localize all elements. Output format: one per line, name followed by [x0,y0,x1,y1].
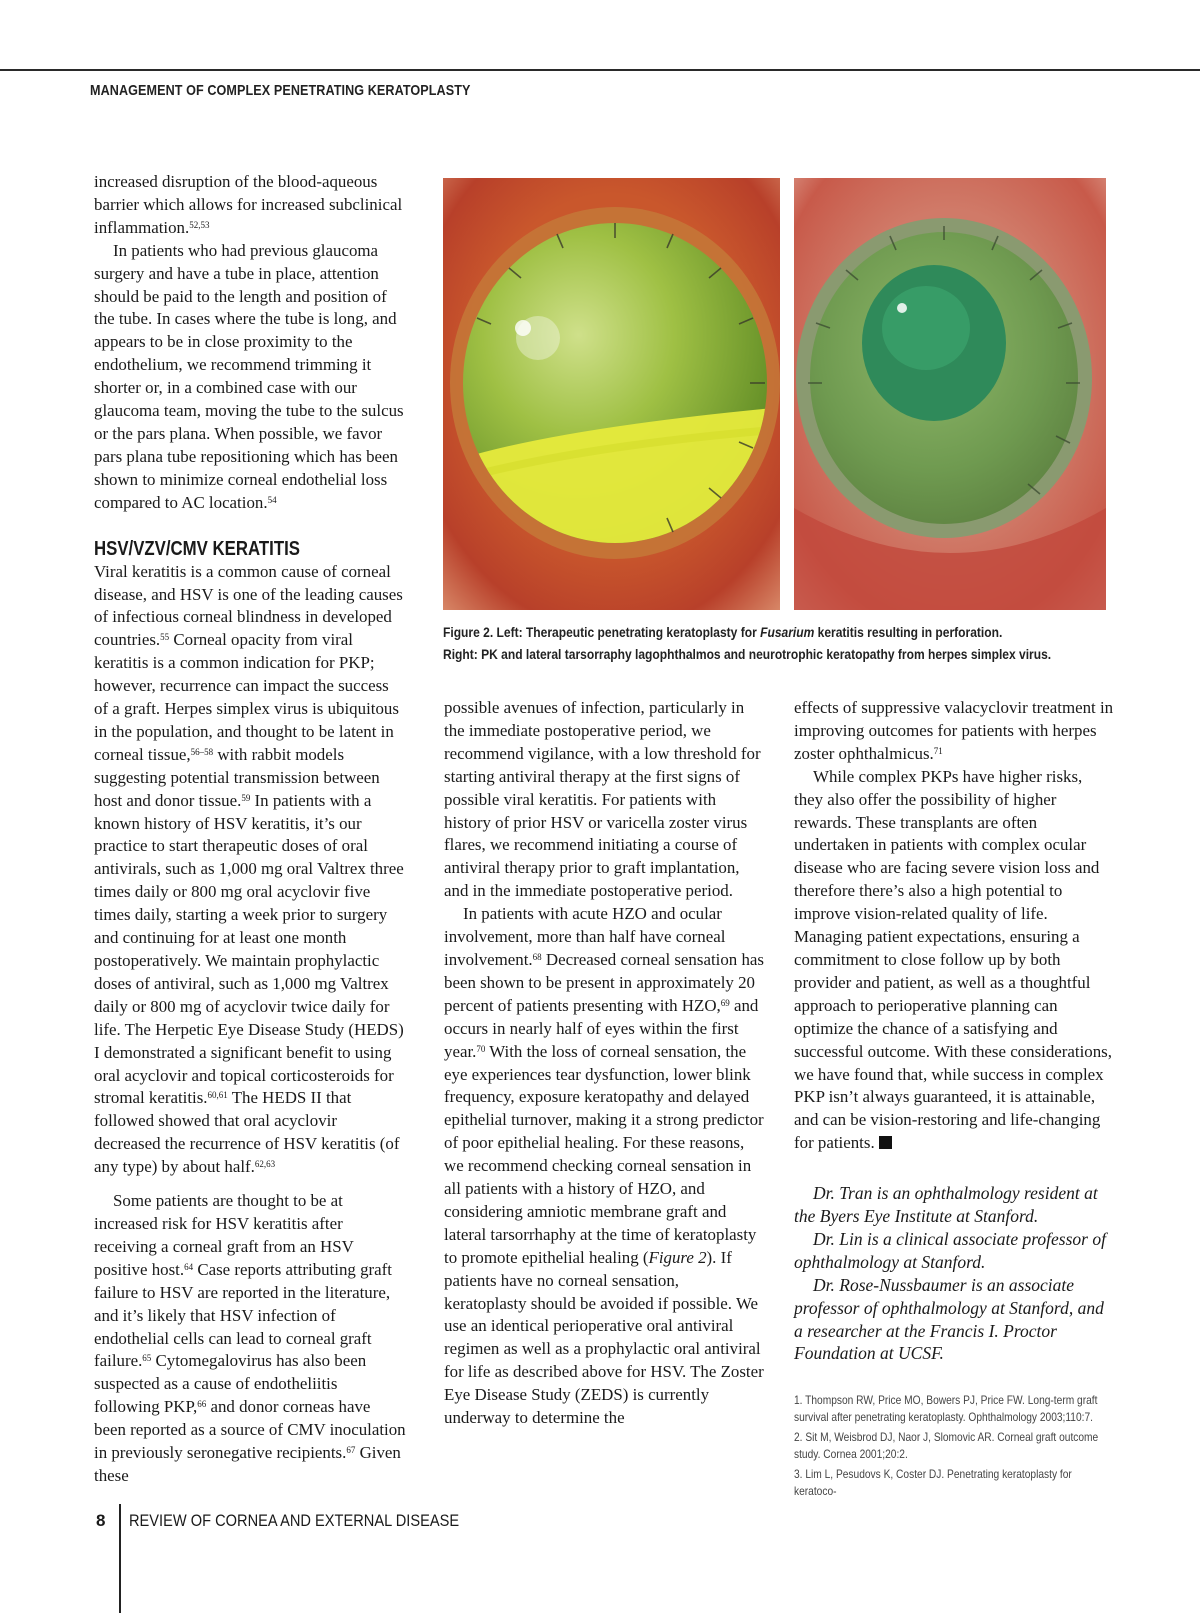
byline: Dr. Lin is a clinical associate professor of ophthalmology at Stanford. [794,1228,1106,1272]
paragraph: In patients with acute HZO and ocular involvement, more than half have corneal involvement.$^{68}$ Decreased corneal sensation has been shown to be present in approximately 20 percent of patients presenting with HZO,$^{69}$ and occurs in nearly half of eyes within the first year.$^{70}$ With the loss of corneal sensation, the eye experiences tear dysfunction, lower blink frequency, exposure keratopathy and delayed epithelial turnover, making it a strong predictor of poor epithelial healing. For these reasons, we recommend checking corneal sensation in all patients with a history of HZO, and considering amniotic membrane graft and lateral tarsorrhaphy at the time of keratoplasty to promote epithelial healing (Figure 2). If patients have no corneal sensation, keratoplasty should be avoided if possible. We use an identical perioperative oral antiviral regimen as well as a prophylactic oral antiviral for life as described above for HSV. The Zoster Eye Disease Study (ZEDS) is currently underway to determine the [444,904,764,1428]
reference-item: 3. Lim L, Pesudovs K, Coster DJ. Penetrating keratoplasty for keratoco- [794,1467,1072,1498]
reference-item: 1. Thompson RW, Price MO, Bowers PJ, Price FW. Long-term graft survival after penetrating keratoplasty. Ophthalmology 2003;110:7. [794,1393,1098,1424]
section-heading: HSV/VZV/CMV KERATITIS [94,537,300,560]
figure-reference: Figure 2 [648,1247,707,1267]
reference-item: 2. Sit M, Weisbrod DJ, Naor J, Slomovic AR. Corneal graft outcome study. Cornea 2001;20:2. [794,1430,1099,1461]
paragraph: effects of suppressive valacyclovir treatment in improving outcomes for patients with herpes zoster ophthalmicus.$^{71}$ [794,698,1114,763]
references-list [794,1392,1114,1499]
paragraph: Viral keratitis is a common cause of corneal disease, and HSV is one of the leading causes of infectious corneal blindness in developed countries.$^{55}$ Corneal opacity from viral keratitis is a common indication for PKP; however, recurrence can impact the success of a graft. Herpes simplex virus is ubiquitous in the population, and thought to be latent in corneal tissue,$^{56-58}$ with rabbit models suggesting potential transmission between host and donor tissue.$^{59}$ In patients with a known history of HSV keratitis, it’s our practice to start therapeutic doses of oral antivirals, such as 1,000 mg oral Valtrex three times daily or 800 mg oral acyclovir five times daily, starting a week prior to surgery and continuing for at least one month postoperatively. We maintain prophylactic doses of antiviral, such as 1,000 mg Valtrex daily or 800 mg of acyclovir twice daily for life. The Herpetic Eye Disease Study (HEDS) I demonstrated a significant benefit to using oral acyclovir and topical corticosteroids for stromal keratitis.$^{60,61}$ The HEDS II that followed showed that oral acyclovir decreased the recurrence of HSV keratitis (of any type) by about half.$^{62,63}$ [94,561,404,1177]
running-title: MANAGEMENT OF COMPLEX PENETRATING KERATOPLASTY [90,82,471,99]
text-column-3 [794,697,1114,1503]
end-of-article-mark [879,1136,892,1149]
top-rule [0,69,1200,71]
caption-line-1: Figure 2. Left: Therapeutic penetrating keratoplasty for Fusarium keratitis resulting in perforation. [443,624,1003,640]
text-column-2 [444,697,764,1430]
figure-photo-left-eye [443,178,780,610]
figure-caption [443,621,1052,665]
footer-divider [119,1504,121,1613]
byline: Dr. Tran is an ophthalmology resident at the Byers Eye Institute at Stanford. [794,1183,1098,1227]
author-bylines [794,1182,1114,1365]
caption-line-2: Right: PK and lateral tarsorraphy lagophthalmos and neurotrophic keratopathy from herpes simplex virus. [443,646,1052,662]
paragraph: While complex PKPs have higher risks, they also offer the possibility of higher rewards. These transplants are often undertaken in patients with complex ocular disease who are facing severe vision loss and therefore there’s also a high potential to improve vision-related quality of life. Managing patient expectations, ensuring a commitment to close follow up by both provider and patient, as well as a thoughtful approach to perioperative planning can optimize the chance of a satisfying and successful outcome. With these considerations, we have found that, while success in complex PKP isn’t always guaranteed, it is attainable, and can be vision-restoring and life-changing for patients. [794,766,1112,1153]
paragraph: In patients who had previous glaucoma surgery and have a tube in place, attention should be paid to the length and position of the tube. In cases where the tube is long, and appears to be in close proximity to the endothelium, we recommend trimming it shorter or, in a combined case with our glaucoma team, moving the tube to the sulcus or the pars plana. When possible, we favor pars plana tube repositioning which has been shown to minimize corneal endothelial loss compared to AC location.$^{54}$ [94,240,404,512]
paragraph: Some patients are thought to be at increased risk for HSV keratitis after receiving a corneal graft from an HSV positive host.$^{64}$ Case reports attributing graft failure to HSV are reported in the literature, and it’s likely that HSV infection of endothelial cells can lead to corneal graft failure.$^{65}$ Cytomegalovirus has also been suspected as a cause of endotheliitis following PKP,$^{66}$ and donor corneas have been reported as a source of CMV inoculation in previously seronegative recipients.$^{67}$ Given these [94,1191,406,1485]
paragraph: possible avenues of infection, particularly in the immediate postoperative period, we recommend vigilance, with a low threshold for starting antiviral therapy at the first signs of possible viral keratitis. For patients with history of prior HSV or varicella zoster virus flares, we recommend initiating a course of antiviral therapy prior to graft implantation, and in the immediate postoperative period. [444,698,761,901]
byline: Dr. Rose-Nussbaumer is an associate professor of ophthalmology at Stanford, and a researcher at the Francis I. Proctor Foundation at UCSF. [794,1274,1104,1364]
paragraph: increased disruption of the blood-aqueous barrier which allows for increased subclinical inflammation.$^{52,53}$ [94,172,403,237]
page-number: 8 [96,1511,106,1530]
journal-name: REVIEW OF CORNEA AND EXTERNAL DISEASE [129,1511,460,1530]
figure-photo-right-eye [794,178,1106,610]
text-column-1 [94,171,406,1488]
